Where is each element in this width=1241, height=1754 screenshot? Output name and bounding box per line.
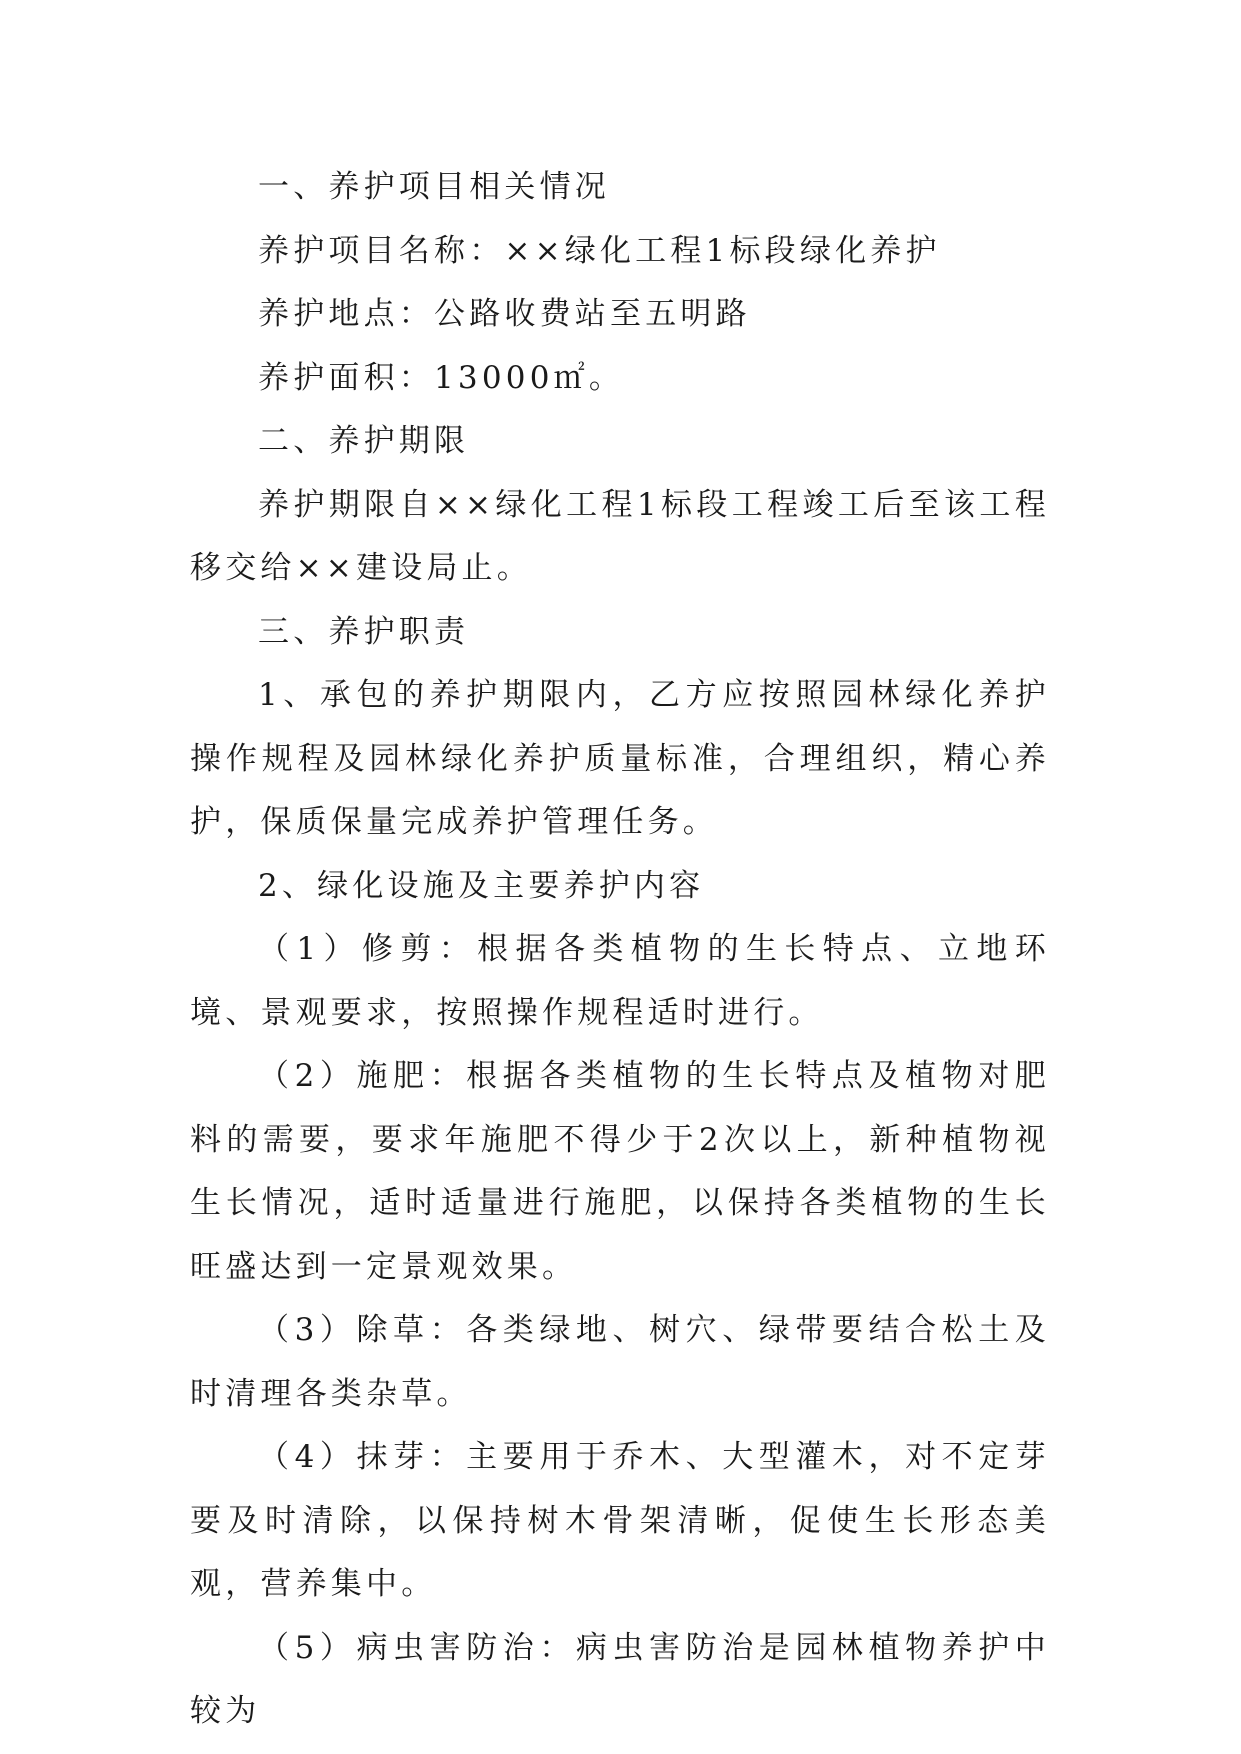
project-location-line: 养护地点：公路收费站至五明路 <box>258 296 751 332</box>
content-item-pest-control: （5）病虫害防治：病虫害防治是园林植物养护中较为 <box>190 1629 1050 1729</box>
period-paragraph: 养护期限自××绿化工程1标段工程竣工后至该工程移交给××建设局止。 <box>190 486 1050 586</box>
content-item-fertilizing: （2）施肥：根据各类植物的生长特点及植物对肥料的需要，要求年施肥不得少于2次以上，新种植物视生长情况，适时适量进行施肥，以保持各类植物的生长旺盛达到一定景观效果。 <box>190 1058 1050 1285</box>
section-heading-period: 二、养护期限 <box>258 423 470 459</box>
section-heading-duties: 三、养护职责 <box>258 613 470 650</box>
content-item-weeding: （3）除草：各类绿地、树穴、绿带要结合松土及时清理各类杂草。 <box>190 1312 1050 1412</box>
project-area-line: 养护面积：13000㎡。 <box>258 359 625 396</box>
content-item-pruning: （1）修剪：根据各类植物的生长特点、立地环境、景观要求，按照操作规程适时进行。 <box>190 931 1050 1031</box>
content-item-bud-removal: （4）抹芽：主要用于乔木、大型灌木，对不定芽要及时清除，以保持树木骨架清晰，促使生长形态美观，营养集中。 <box>190 1439 1050 1602</box>
document-body <box>190 156 1050 1744</box>
duty-item-2: 2、绿化设施及主要养护内容 <box>258 867 705 904</box>
duty-item-1: 1、承包的养护期限内，乙方应按照园林绿化养护操作规程及园林绿化养护质量标准，合理组织，精心养护，保质保量完成养护管理任务。 <box>190 677 1050 840</box>
section-heading-project-info: 一、养护项目相关情况 <box>258 169 610 205</box>
project-name-line: 养护项目名称：××绿化工程1标段绿化养护 <box>258 232 941 269</box>
